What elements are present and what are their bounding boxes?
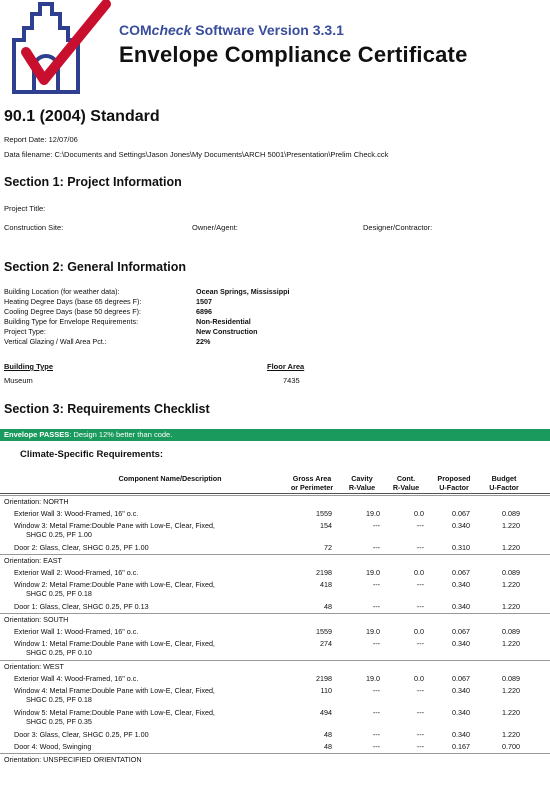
cell-prop: 0.067 — [452, 568, 470, 577]
cell-area: 2198 — [316, 674, 332, 683]
cell-prop: 0.067 — [452, 674, 470, 683]
cell-cont: --- — [416, 730, 424, 739]
component-description: Window 1: Metal Frame:Double Pane with Low-E, Clear, Fixed, — [14, 639, 215, 648]
gi-label: Project Type: — [4, 327, 46, 336]
table-row — [0, 626, 550, 638]
building-type-value: Museum — [4, 376, 33, 385]
compliance-status-bar — [0, 429, 550, 441]
component-description: Window 2: Metal Frame:Double Pane with Low-E, Clear, Fixed, — [14, 580, 215, 589]
standard-title: 90.1 (2004) Standard — [4, 108, 160, 125]
cell-prop: 0.340 — [452, 639, 470, 648]
orientation-row — [0, 496, 550, 508]
cell-budget: 0.089 — [502, 568, 520, 577]
table-row — [0, 729, 550, 741]
gi-label: Vertical Glazing / Wall Area Pct.: — [4, 337, 107, 346]
orientation-label: Orientation: SOUTH — [4, 615, 69, 624]
cell-area: 72 — [324, 543, 332, 552]
orientation-label: Orientation: EAST — [4, 556, 62, 565]
cell-budget: 1.220 — [502, 708, 520, 717]
cell-cav: 19.0 — [366, 509, 380, 518]
col-proposed-u: Proposed U-Factor — [437, 474, 471, 492]
table-row — [0, 508, 550, 520]
cell-area: 274 — [320, 639, 332, 648]
orientation-row — [0, 555, 550, 567]
cell-cav: --- — [372, 521, 380, 530]
cell-budget: 1.220 — [502, 521, 520, 530]
component-description-cont: SHGC 0.25, PF 0.10 — [26, 648, 92, 657]
table-row — [0, 673, 550, 685]
table-row — [0, 520, 550, 542]
cell-cav: --- — [372, 742, 380, 751]
orientation-row — [0, 614, 550, 626]
orientation-row — [0, 661, 550, 673]
cell-area: 48 — [324, 742, 332, 751]
cell-budget: 1.220 — [502, 686, 520, 695]
col-budget-u: Budget U-Factor — [489, 474, 519, 492]
col-cont-r: Cont. R-Value — [392, 474, 420, 492]
app-title: COMcheck Software Version 3.3.1 — [119, 22, 344, 38]
cell-cav: --- — [372, 602, 380, 611]
document-title: Envelope Compliance Certificate — [119, 42, 468, 67]
component-description: Exterior Wall 1: Wood-Framed, 16" o.c. — [14, 627, 139, 636]
gi-label: Building Location (for weather data): — [4, 287, 120, 296]
gi-value: Ocean Springs, Mississippi — [196, 287, 290, 296]
cell-cont: 0.0 — [414, 627, 424, 636]
cell-area: 48 — [324, 602, 332, 611]
gi-value: 6896 — [196, 307, 212, 316]
cell-cav: 19.0 — [366, 627, 380, 636]
orientation-row — [0, 754, 550, 766]
gi-value: 22% — [196, 337, 211, 346]
cell-prop: 0.167 — [452, 742, 470, 751]
component-description-cont: SHGC 0.25, PF 0.18 — [26, 695, 92, 704]
gi-label: Cooling Degree Days (base 50 degrees F): — [4, 307, 142, 316]
component-description: Door 2: Glass, Clear, SHGC 0.25, PF 1.00 — [14, 543, 149, 552]
owner-agent-label: Owner/Agent: — [192, 223, 238, 232]
building-type-header: Building Type — [4, 362, 54, 371]
orientation-label: Orientation: NORTH — [4, 497, 69, 506]
cell-cav: 19.0 — [366, 674, 380, 683]
table-row — [0, 567, 550, 579]
component-description-cont: SHGC 0.25, PF 0.35 — [26, 717, 92, 726]
cell-area: 1559 — [316, 627, 332, 636]
component-description: Window 4: Metal Frame:Double Pane with Low-E, Clear, Fixed, — [14, 686, 215, 695]
cell-cav: --- — [372, 686, 380, 695]
component-description-cont: SHGC 0.25, PF 1.00 — [26, 530, 92, 539]
col-cavity-r: Cavity R-Value — [348, 474, 376, 492]
designer-contractor-label: Designer/Contractor: — [363, 223, 433, 232]
cell-budget: 1.220 — [502, 730, 520, 739]
cell-area: 418 — [320, 580, 332, 589]
col-gross-area: Gross Area or Perimeter — [290, 474, 334, 492]
gi-label: Heating Degree Days (base 65 degrees F): — [4, 297, 142, 306]
pass-detail: : Design 12% better than code. — [69, 430, 173, 439]
cell-cont: --- — [416, 742, 424, 751]
cell-cav: --- — [372, 708, 380, 717]
floor-area-header: Floor Area — [267, 362, 305, 371]
gi-label: Building Type for Envelope Requirements: — [4, 317, 139, 326]
gi-value: 1507 — [196, 297, 212, 306]
pass-status: Envelope PASSES — [4, 430, 70, 439]
cell-cont: --- — [416, 543, 424, 552]
cell-cont: 0.0 — [414, 568, 424, 577]
component-description: Door 1: Glass, Clear, SHGC 0.25, PF 0.13 — [14, 602, 149, 611]
page-header — [0, 0, 550, 100]
cell-prop: 0.067 — [452, 509, 470, 518]
cell-cav: --- — [372, 639, 380, 648]
cell-prop: 0.340 — [452, 602, 470, 611]
gi-value: New Construction — [196, 327, 258, 336]
component-description: Door 4: Wood, Swinging — [14, 742, 92, 751]
cell-prop: 0.067 — [452, 627, 470, 636]
floor-area-value: 7435 — [283, 376, 300, 385]
table-row — [0, 579, 550, 601]
section2-heading: Section 2: General Information — [4, 260, 186, 274]
orientation-label: Orientation: UNSPECIFIED ORIENTATION — [4, 755, 142, 764]
table-row — [0, 601, 550, 613]
cell-cont: --- — [416, 521, 424, 530]
cell-area: 2198 — [316, 568, 332, 577]
cell-cont: --- — [416, 602, 424, 611]
cell-cav: 19.0 — [366, 568, 380, 577]
cell-budget: 1.220 — [502, 543, 520, 552]
cell-prop: 0.340 — [452, 730, 470, 739]
cell-cav: --- — [372, 730, 380, 739]
cell-area: 48 — [324, 730, 332, 739]
cell-cont: 0.0 — [414, 509, 424, 518]
col-component: Component Name/Description — [118, 474, 222, 483]
table-row — [0, 741, 550, 753]
component-description: Window 3: Metal Frame:Double Pane with Low-E, Clear, Fixed, — [14, 521, 215, 530]
orientation-label: Orientation: WEST — [4, 662, 64, 671]
construction-site-label: Construction Site: — [4, 223, 64, 232]
component-description: Window 5: Metal Frame:Double Pane with Low-E, Clear, Fixed, — [14, 708, 215, 717]
cell-budget: 1.220 — [502, 602, 520, 611]
cell-cav: --- — [372, 543, 380, 552]
cell-prop: 0.310 — [452, 543, 470, 552]
gi-value: Non-Residential — [196, 317, 251, 326]
component-description: Exterior Wall 3: Wood-Framed, 16" o.c. — [14, 509, 139, 518]
table-row — [0, 685, 550, 707]
comcheck-logo-icon — [6, 0, 111, 95]
section3-heading: Section 3: Requirements Checklist — [4, 402, 210, 416]
data-filename: Data filename: C:\Documents and Settings\Jason Jones\My Documents\ARCH 5001\Presentation\Prelim Check.cck — [4, 150, 389, 159]
cell-prop: 0.340 — [452, 521, 470, 530]
cell-cont: 0.0 — [414, 674, 424, 683]
table-row — [0, 542, 550, 554]
component-description: Exterior Wall 4: Wood-Framed, 16" o.c. — [14, 674, 139, 683]
cell-budget: 0.089 — [502, 509, 520, 518]
cell-prop: 0.340 — [452, 580, 470, 589]
cell-budget: 0.089 — [502, 627, 520, 636]
cell-budget: 0.700 — [502, 742, 520, 751]
table-row — [0, 638, 550, 660]
cell-cont: --- — [416, 580, 424, 589]
report-date: Report Date: 12/07/06 — [4, 135, 78, 144]
component-description: Door 3: Glass, Clear, SHGC 0.25, PF 1.00 — [14, 730, 149, 739]
header-divider — [0, 493, 550, 494]
section1-heading: Section 1: Project Information — [4, 175, 182, 189]
component-description: Exterior Wall 2: Wood-Framed, 16" o.c. — [14, 568, 139, 577]
cell-prop: 0.340 — [452, 686, 470, 695]
cell-cont: --- — [416, 708, 424, 717]
cell-area: 110 — [320, 686, 332, 695]
cell-prop: 0.340 — [452, 708, 470, 717]
project-title-label: Project Title: — [4, 204, 46, 213]
cell-cont: --- — [416, 639, 424, 648]
cell-area: 154 — [320, 521, 332, 530]
cell-budget: 1.220 — [502, 580, 520, 589]
cell-cont: --- — [416, 686, 424, 695]
component-description-cont: SHGC 0.25, PF 0.18 — [26, 589, 92, 598]
cell-area: 1559 — [316, 509, 332, 518]
requirements-table — [0, 495, 550, 766]
table-row — [0, 707, 550, 729]
cell-budget: 1.220 — [502, 639, 520, 648]
cell-cav: --- — [372, 580, 380, 589]
climate-requirements-heading: Climate-Specific Requirements: — [20, 449, 164, 460]
cell-area: 494 — [320, 708, 332, 717]
cell-budget: 0.089 — [502, 674, 520, 683]
